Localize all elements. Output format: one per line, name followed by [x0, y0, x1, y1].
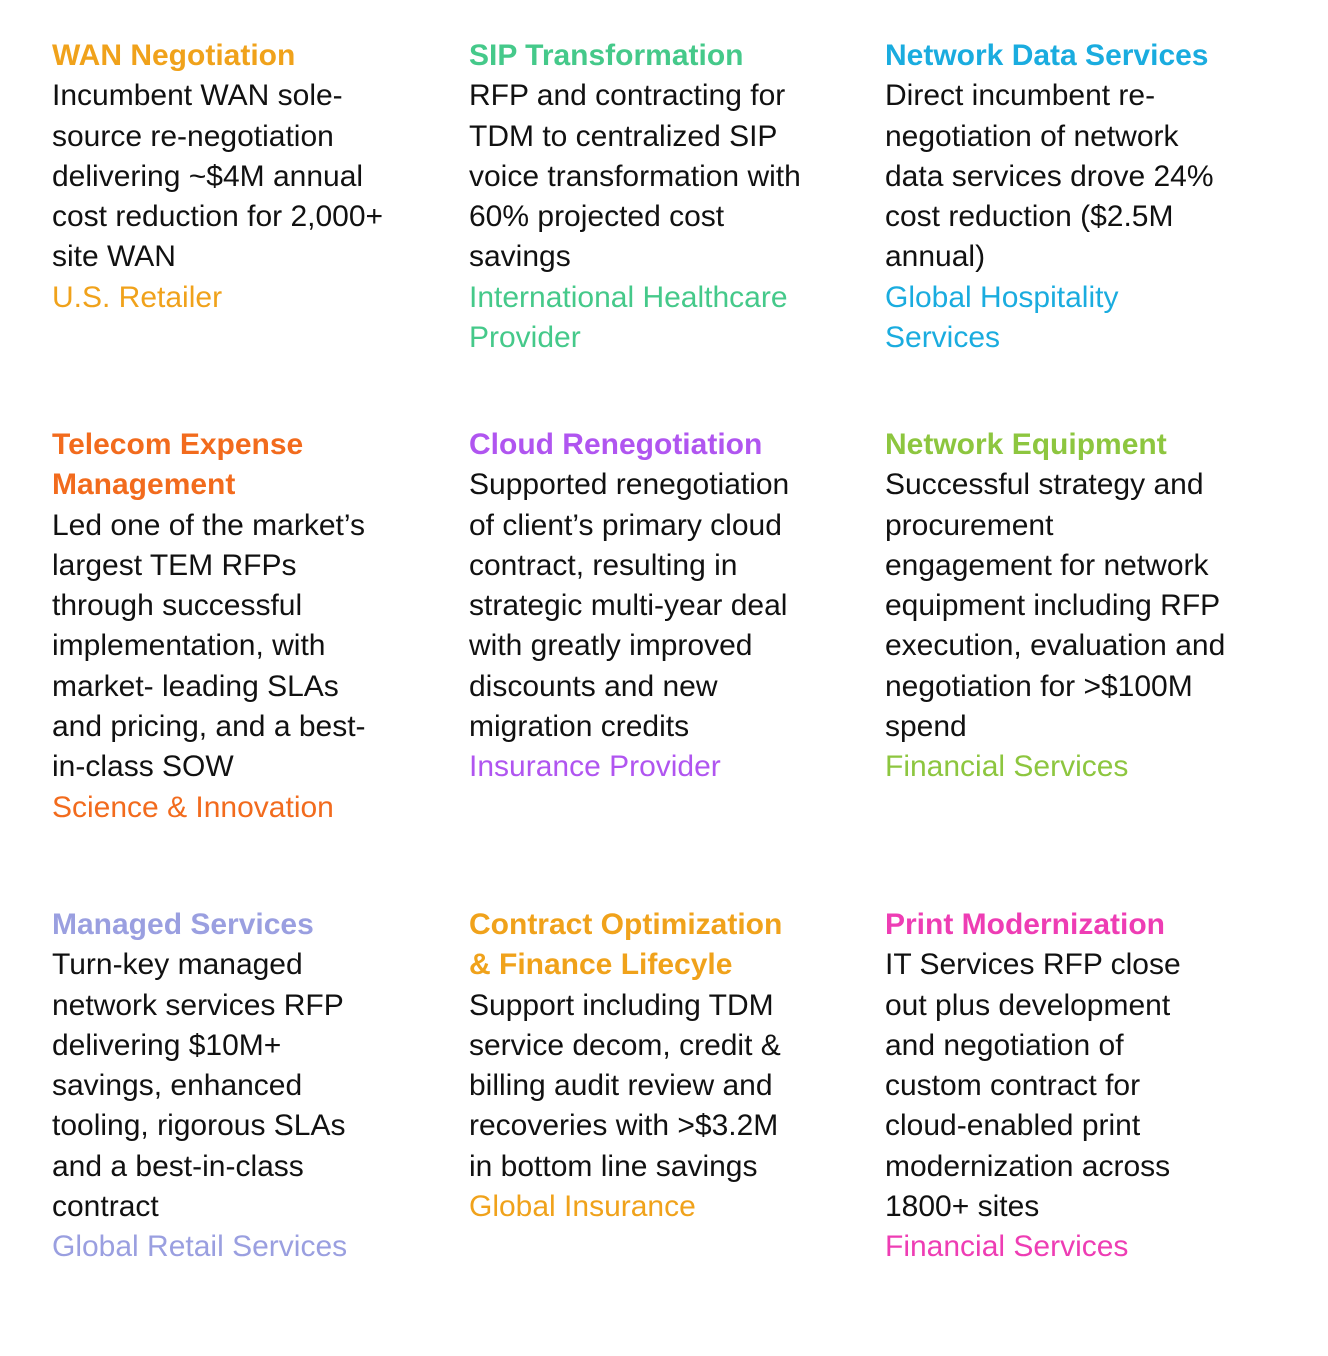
card-cloud-renegotiation	[469, 425, 859, 788]
card-description: Support including TDM service decom, credit & billing audit review and recoveries with >$3.2M in bottom line savings	[469, 988, 781, 1183]
card-client: Financial Services	[885, 750, 1129, 784]
card-description: Supported renegotiation of client’s primary cloud contract, resulting in strategic multi-year deal with greatly improved discounts and new migration credits	[469, 468, 790, 744]
card-title: Contract Optimization & Finance Lifecyle	[469, 908, 783, 982]
card-title: WAN Negotiation	[52, 39, 296, 72]
card-description: Direct incumbent re- negotiation of network data services drove 24% cost reduction ($2.5M annual)	[885, 79, 1214, 274]
card-title: Telecom Expense Management	[52, 428, 304, 502]
card-wan-negotiation	[52, 36, 442, 318]
card-network-equipment	[885, 425, 1275, 788]
card-description: Incumbent WAN sole- source re-negotiation delivering ~$4M annual cost reduction for 2,000+ site WAN	[52, 79, 384, 274]
card-description: Turn-key managed network services RFP delivering $10M+ savings, enhanced tooling, rigorous SLAs and a best-in-class contract	[52, 948, 346, 1224]
card-sip-transformation	[469, 36, 859, 358]
card-network-data-services	[885, 36, 1275, 358]
card-client: Science & Innovation	[52, 790, 334, 824]
card-description: RFP and contracting for TDM to centralized SIP voice transformation with 60% projected cost savings	[469, 79, 801, 274]
card-telecom-expense-management	[52, 425, 442, 828]
card-client: Global Hospitality Services	[885, 280, 1119, 355]
card-client: Global Insurance	[469, 1190, 696, 1224]
card-description: Led one of the market’s largest TEM RFPs through successful implementation, with market- leading SLAs and pricing, and a best- in-class SOW	[52, 508, 366, 784]
card-client: International Healthcare Provider	[469, 280, 788, 355]
card-managed-services	[52, 905, 442, 1268]
card-description: Successful strategy and procurement engagement for network equipment including RFP execution, evaluation and negotiation for >$100M spend	[885, 468, 1226, 744]
card-client: Financial Services	[885, 1230, 1129, 1264]
card-contract-optimization	[469, 905, 859, 1227]
card-title: Cloud Renegotiation	[469, 428, 763, 461]
card-client: Global Retail Services	[52, 1230, 348, 1264]
card-print-modernization	[885, 905, 1275, 1268]
card-title: Managed Services	[52, 908, 314, 941]
card-title: Network Equipment	[885, 428, 1167, 461]
card-client: U.S. Retailer	[52, 280, 223, 314]
card-title: Print Modernization	[885, 908, 1165, 941]
card-client: Insurance Provider	[469, 750, 721, 784]
card-title: Network Data Services	[885, 39, 1209, 72]
card-title: SIP Transformation	[469, 39, 744, 72]
card-description: IT Services RFP close out plus development and negotiation of custom contract for cloud-enabled print modernization across 1800+ sites	[885, 948, 1181, 1224]
